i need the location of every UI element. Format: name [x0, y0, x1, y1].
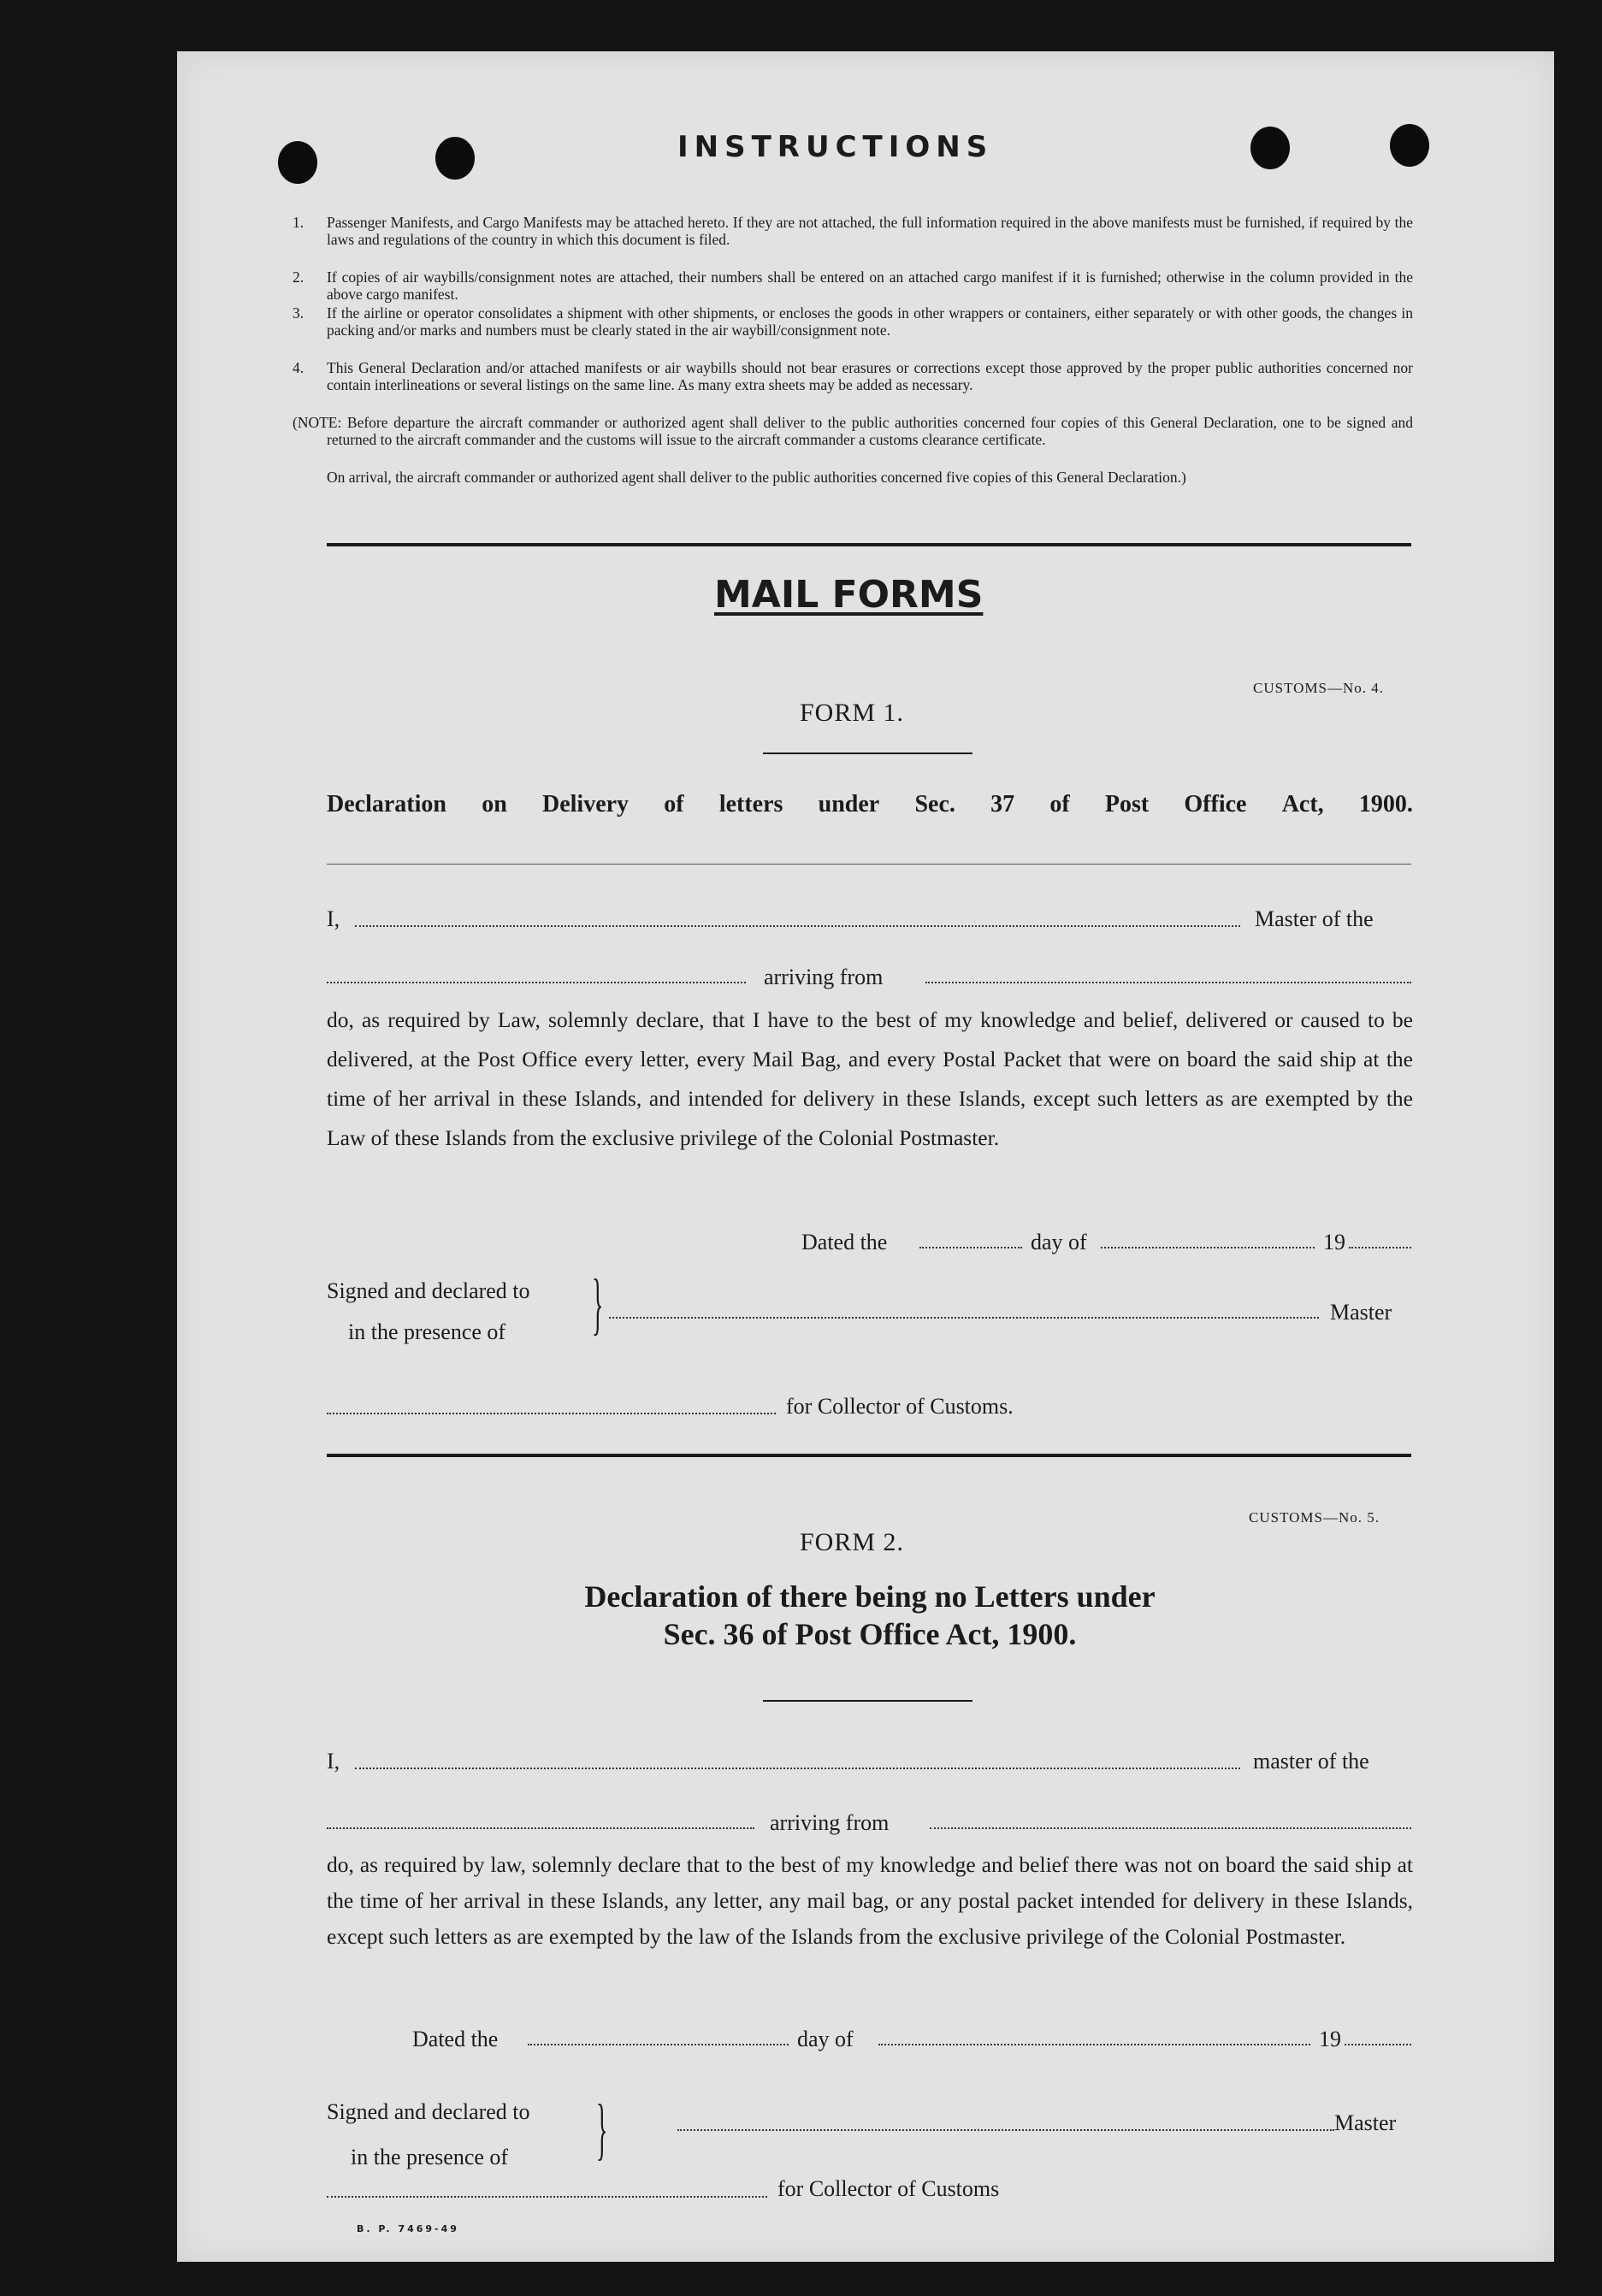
master-label: Master — [1334, 2110, 1397, 2135]
brace-icon: } — [596, 2092, 608, 2167]
instruction-note: (NOTE: Before departure the aircraft commander or authorized agent shall deliver to the public authorities concerned four copies of this General Declaration, one to be signed and returned to the aircraft commander and the customs will issue to the aircraft commander a customs clearance certificate. — [293, 414, 1413, 448]
print-code: B. P. 7469-49 — [357, 2223, 459, 2234]
signed-declared-label: Signed and declared to — [327, 1278, 530, 1303]
master-of-the-label: master of the — [1253, 1749, 1369, 1774]
thin-rule — [327, 864, 1411, 865]
date-year-field[interactable] — [1345, 2044, 1411, 2045]
form2-declaration-title-line2: Sec. 36 of Post Office Act, 1900. — [663, 1617, 1077, 1651]
form2-body: do, as required by law, solemnly declare that to the best of my knowledge and belief there was not on board the said ship at the time of her arrival in these Islands, any letter, any mail bag, or any postal packet intended for delivery in these Islands, except such letters as are exempted by the law of the Islands from the exclusive privilege of the Colonial Postmaster. — [327, 1852, 1413, 1949]
dated-the-label: Dated the — [412, 2027, 499, 2051]
form1-body: do, as required by Law, solemnly declare, that I have to the best of my knowledge and belief, delivered or caused to be delivered, at the Post Office every letter, every Mail Bag, and every Postal Packet that were on board the said ship at the time of her arrival in these Islands, and intended for delivery in these Islands, except such letters as are exempted by the Law of these Islands from the exclusive privilege of the Colonial Postmaster. — [327, 1007, 1413, 1150]
collector-signature-field[interactable] — [327, 1413, 776, 1414]
signed-declared-label: Signed and declared to — [327, 2099, 530, 2124]
title-rule — [763, 753, 972, 754]
punch-hole-icon — [435, 137, 475, 180]
arriving-from-field[interactable] — [925, 982, 1411, 983]
arriving-from-label: arriving from — [770, 1810, 890, 1835]
i-label: I, — [327, 1749, 340, 1774]
for-collector-label: for Collector of Customs — [777, 2176, 1000, 2201]
brace-icon: } — [592, 1266, 604, 1342]
form2-declaration-title-line1: Declaration of there being no Letters under — [584, 1579, 1156, 1614]
instruction-item: 3. If the airline or operator consolidates a shipment with other shipments, or encloses the goods in other wrappers or containers, either separately or with other goods, the changes in packing and/or marks and numbers must be clearly stated in the air waybill/consignment note. — [293, 304, 1413, 339]
punch-hole-icon — [1250, 127, 1290, 169]
punch-hole-icon — [278, 141, 317, 184]
customs-number: CUSTOMS—No. 5. — [1249, 1509, 1380, 1526]
date-month-field[interactable] — [878, 2044, 1310, 2045]
date-day-field[interactable] — [528, 2044, 789, 2045]
punch-hole-icon — [1390, 124, 1429, 167]
instruction-item: 4. This General Declaration and/or attached manifests or air waybills should not bear erasures or corrections except those approved by the proper public authorities concerned nor contain interlineations or several listings on the same line. As many extra sheets may be added as necessary. — [293, 359, 1413, 393]
arriving-from-label: arriving from — [764, 965, 884, 989]
section-divider — [327, 543, 1411, 546]
master-label: Master — [1330, 1300, 1392, 1325]
presence-label: in the presence of — [348, 1319, 506, 1344]
instruction-item: 2. If copies of air waybills/consignment notes are attached, their numbers shall be entered on an attached cargo manifest if it is furnished; otherwise in the column provided in the above cargo manifest. — [293, 269, 1413, 303]
form-title: FORM 2. — [800, 1528, 905, 1556]
master-of-the-label: Master of the — [1255, 906, 1374, 931]
master-name-field[interactable] — [355, 1768, 1240, 1769]
form1-declaration-title: Declaration on Delivery of letters under Sec. 37 of Post Office Act, 1900. — [327, 791, 1413, 817]
presence-label: in the presence of — [351, 2145, 509, 2169]
collector-signature-field[interactable] — [327, 2196, 767, 2198]
form-title: FORM 1. — [800, 699, 905, 727]
date-day-field[interactable] — [919, 1247, 1022, 1248]
master-signature-field[interactable] — [677, 2129, 1334, 2131]
ship-name-field[interactable] — [327, 982, 746, 983]
day-of-label: day of — [797, 2027, 854, 2051]
document-page — [177, 51, 1554, 2262]
instruction-note-arrival: On arrival, the aircraft commander or authorized agent shall deliver to the public authorities concerned five copies of this General Declaration.) — [327, 469, 1186, 486]
mail-forms-heading: MAIL FORMS — [714, 573, 984, 617]
dated-the-label: Dated the — [801, 1230, 888, 1254]
instruction-item: 1. Passenger Manifests, and Cargo Manifests may be attached hereto. If they are not attached, the full information required in the above manifests must be furnished, if required by the laws and regulations of the country in which this document is filed. — [293, 214, 1413, 248]
arriving-from-field[interactable] — [930, 1827, 1411, 1829]
instructions-title: INSTRUCTIONS — [677, 130, 994, 164]
master-signature-field[interactable] — [609, 1317, 1319, 1319]
master-name-field[interactable] — [355, 925, 1240, 927]
ship-name-field[interactable] — [327, 1827, 754, 1829]
year-label: 19 — [1323, 1230, 1345, 1254]
year-label: 19 — [1319, 2027, 1341, 2051]
for-collector-label: for Collector of Customs. — [786, 1394, 1014, 1419]
i-label: I, — [327, 906, 340, 931]
title-rule — [763, 1700, 972, 1702]
date-month-field[interactable] — [1101, 1247, 1315, 1248]
day-of-label: day of — [1031, 1230, 1087, 1254]
customs-number: CUSTOMS—No. 4. — [1253, 680, 1385, 696]
section-divider — [327, 1454, 1411, 1457]
date-year-field[interactable] — [1349, 1247, 1411, 1248]
